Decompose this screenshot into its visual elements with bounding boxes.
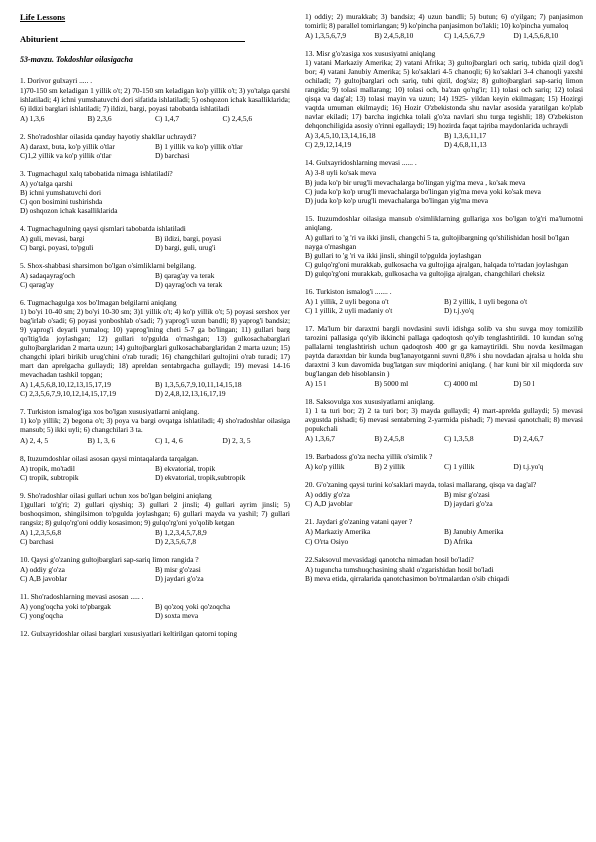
question-text: 14. Gulxayridoshlarning mevasi ...... . <box>305 158 417 168</box>
answer-options <box>20 602 290 620</box>
answer-option[interactable]: D) qayrag'och va terak <box>155 280 223 290</box>
answer-options <box>20 528 290 546</box>
answer-option[interactable]: B) 1, 3, 6 <box>87 435 116 445</box>
answer-options <box>305 565 583 583</box>
question-block <box>305 480 583 508</box>
question-text: 4. Tugmachagulning qaysi qismlari tabobatda ishlatiladi <box>20 223 186 233</box>
answer-option[interactable]: C) juda ko'p ko'p urug'li mevachalarga bo'lingan yig'ma meva yoki ko'sak meva <box>305 186 541 196</box>
answer-option[interactable]: A) 1,3,6 <box>20 113 45 123</box>
question-block <box>20 169 290 215</box>
question-block <box>20 76 290 122</box>
question-block <box>305 324 583 388</box>
answer-option[interactable]: C) qarag'ay <box>20 280 54 290</box>
question-text: 13. Misr g'o'zasiga xos xususiyatni aniqlang <box>305 49 436 59</box>
question-body: 1)gullari to'g'ri; 2) gullari qiyshiq; 3) gullari 2 jinsli; 4) gullari ayrim jinsli; 5) boshoqsimon, shingilsimon to'pgulda joylashgan; 6) gullari mayda va yashil; 7) gullari rangsiz; 8) gulqo'rg'oni oddiy kosasimon; 9) gulqo'rg'oni yo'qolib ketgan <box>20 499 290 527</box>
question-block <box>305 397 583 443</box>
answer-option[interactable]: C) A,B javoblar <box>20 573 68 583</box>
answer-option[interactable]: B) gullari to 'g 'ri va ikki jinsli, shingil to'pgulda joylashgan <box>305 250 482 260</box>
answer-option[interactable]: A) 1,2,3,5,6,8 <box>20 527 62 537</box>
question-block <box>20 592 290 620</box>
answer-option[interactable]: C) 1 yillik, 2 uyli madaniy o't <box>305 305 393 315</box>
answer-option[interactable]: D) 2,3,5,6,7,8 <box>155 536 197 546</box>
question-block <box>305 158 583 204</box>
abiturient-label: Abiturient <box>20 34 59 45</box>
answer-options <box>305 434 583 443</box>
answer-option[interactable]: A) yong'oqcha yoki to'pbargak <box>20 601 111 611</box>
answer-options <box>20 565 290 583</box>
answer-options <box>20 436 290 445</box>
answer-option[interactable]: B) qo'zoq yoki qo'zoqcha <box>155 601 231 611</box>
answer-option[interactable]: C) 1 yillik <box>444 462 475 472</box>
question-text: 20. G'o'zaning qaysi turini ko'saklari mayda, tolasi mallarang, qisqa va dag'al? <box>305 480 537 490</box>
question-body: 1) vatani Markaziy Amerika; 2) vatani Afrika; 3) gultojbarglari och sariq, tubida qizil dog'i bor; 4) vatani Janubiy Amerika; 5) ko'saklari 4-5 chanoqli; 6) ko'saklari 3-4 chanoqli yaxshi ochiladi; 7) gultojbarglari och sariq, tubi qizil, dog'siz; 8) gultojbarglari sap-sariq limon rangida; 9) tolasi mallarang; 10) tolasi och, ba'zan qo'ng'ir; 11) tolasi och sariq; 12) tolasi qisqa va dag'al; 13) tolasi mayin va uzun; 14) 1925- yildan keyin ekilmagan; 15) Hozirgi vaqtda umuman ekilmaydi; 16) Hozir O'zbekistonda shu navlar asosida yaratilgan ko'plab navlar ekiladi; 17) barcha ingichka tolali g'o'za navlari shu turga tegishli; 18) O'zbekiston dehqonchiligida asosiy o'rinni egallaydi; 19) hozirda faqat tajriba maydonlarida uchraydi <box>305 58 583 131</box>
answer-option[interactable]: D) 2,4,6,7 <box>513 434 544 444</box>
answer-options <box>305 379 583 388</box>
question-block <box>20 629 290 638</box>
answer-option[interactable]: C)1,2 yillik va ko'p yillik o'tlar <box>20 150 112 160</box>
answer-option[interactable]: C) 2,9,12,14,19 <box>305 140 352 150</box>
answer-option[interactable]: C) 1, 4, 6 <box>155 435 183 445</box>
question-text: 2. Sho'radoshlar oilasida qanday hayotiy shakllar uchraydi? <box>20 131 196 141</box>
answer-option[interactable]: D) barchasi <box>155 150 190 160</box>
answer-option[interactable]: C) 1,4,5,6,7,9 <box>444 31 485 41</box>
answer-option[interactable]: A) 3-8 uyli ko'sak meva <box>305 168 377 178</box>
answer-option[interactable]: C) O'rta Osiyo <box>305 536 349 546</box>
question-block <box>305 49 583 149</box>
answer-option[interactable]: D) 2, 3, 5 <box>222 435 251 445</box>
answer-option[interactable]: B) misr g'o'zasi <box>444 490 490 500</box>
answer-option[interactable]: D) 50 l <box>513 379 535 389</box>
answer-option[interactable]: A) daraxt, buta, ko'p yillik o'tlar <box>20 141 115 151</box>
question-text: 16. Turkiston ismalog'i ....... . <box>305 286 392 296</box>
answer-option[interactable]: B) Janubiy Amerika <box>444 527 504 537</box>
answer-option[interactable]: D) gulqo'rg'oni murakkab, gulkosacha va gultojiga ajralgan, changchilari cheksiz <box>305 268 545 278</box>
answer-option[interactable]: A) tugunchа tumshuqchasining shakl o'zgarishidan hosil bo'ladi <box>305 564 494 574</box>
answer-options <box>20 234 290 252</box>
topic-heading: 53-mavzu. Tokdoshlar oilasigacha <box>20 54 133 64</box>
answer-option[interactable]: A) oddiy g'o'za <box>20 564 65 574</box>
question-block <box>20 555 290 583</box>
question-body: 1) oddiy; 2) murakkab; 3) bandsiz; 4) uzun bandli; 5) butun; 6) o'yilgan; 7) panjasimon tomirli; 8) parallel tomirlangan; 9) ko'pincha panjasimon bo'lakli; 10) ko'pincha yumaloq <box>305 12 583 31</box>
answer-option[interactable]: D) juda ko'p ko'p urug'li mevachalarga bo'lingan yig'ma meva <box>305 195 489 205</box>
question-block <box>20 491 290 546</box>
question-text: 5. Shox-shabbasi sharsimon bo'lgan o'simliklarni belgilang. <box>20 260 197 270</box>
answer-option[interactable]: B) 2 yillik, 1 uyli begona o't <box>444 296 528 306</box>
answer-option[interactable]: B) qarag'ay va terak <box>155 271 215 280</box>
answer-option[interactable]: B) 2,4,5,8,10 <box>374 31 414 41</box>
answer-option[interactable]: C) gulqo'rg'oni murakkab, gulkosacha va gultojiga ajralgan, halqada to'rtadan joylashgan <box>305 259 569 269</box>
answer-option[interactable]: D) jaydari g'o'za <box>444 499 493 509</box>
document-title: Life Lessons <box>20 12 66 22</box>
answer-option[interactable]: D) soxta meva <box>155 610 199 620</box>
answer-option[interactable]: D) t.j.yo'q <box>513 462 544 472</box>
answer-options <box>305 233 583 278</box>
question-text: 6. Tugmachagulga xos bo'lmagan belgilarni aniqlang <box>20 298 177 308</box>
question-text: 8, Ituzumdoshlar oilasi asosan qaysi mintaqalarda tarqalgan. <box>20 453 199 463</box>
question-text: 3. Tugmachagul xalq tabobatida nimaga ishlatiladi? <box>20 168 173 178</box>
answer-option[interactable]: B) 1 yillik va ko'p yillik o'tlar <box>155 141 243 151</box>
answer-option[interactable]: D) ekvatorial, tropik,subtropik <box>155 472 246 482</box>
abiturient-blank <box>60 41 245 42</box>
answer-option[interactable]: D) jaydari g'o'za <box>155 573 204 583</box>
answer-option[interactable]: C) yong'oqcha <box>20 610 63 620</box>
answer-option[interactable]: D) 2,4,8,12,13,16,17,19 <box>155 389 226 399</box>
answer-option[interactable]: B) meva etida, qirralarida qanotchasimon bo'rtmalardan o'sib chiqadi <box>305 573 510 583</box>
answer-option[interactable]: A) guli, mevasi, bargi <box>20 233 85 243</box>
question-block <box>20 454 290 482</box>
answer-option[interactable]: B) ichni yumshatuvchi dori <box>20 187 102 197</box>
answer-option[interactable]: A) 15 l <box>305 379 326 389</box>
answer-options <box>305 297 583 315</box>
question-text: 18. Saksovulga xos xususiyatlarni aniqlang. <box>305 397 435 407</box>
answer-option[interactable]: A) Markaziy Amerika <box>305 527 371 537</box>
answer-option[interactable]: A) gullari to 'g 'ri va ikki jinsli, changchi 5 ta, gultojibargning qo'shilishidan hosil bo'lgan nayga o'rnashgan <box>305 232 570 251</box>
answer-option[interactable]: B) 5000 ml <box>374 379 409 389</box>
answer-option[interactable]: C) 1,4,7 <box>155 113 180 123</box>
answer-options <box>305 131 583 149</box>
answer-options <box>305 168 583 204</box>
answer-option[interactable]: A) 1 yillik, 2 uyli begona o't <box>305 296 389 306</box>
answer-options <box>305 490 583 508</box>
answer-option[interactable]: B) 1,3,5,6,7,9,10,11,14,15,18 <box>155 380 242 390</box>
answer-option[interactable]: B) 1,3,6,11,17 <box>444 131 487 141</box>
answer-option[interactable]: D) Afrika <box>444 536 473 546</box>
question-block <box>20 407 290 444</box>
right-column <box>305 12 583 592</box>
answer-option[interactable]: C) tropik, subtropik <box>20 472 79 482</box>
question-text: 10. Qaysi g'o'zaning gultojbarglari sap-sariq limon rangida ? <box>20 554 199 564</box>
answer-options <box>305 31 583 40</box>
answer-option[interactable]: D) bargi, guli, urug'i <box>155 242 216 252</box>
answer-option[interactable]: D) 1,4,5,6,8,10 <box>513 31 559 41</box>
question-block <box>20 224 290 252</box>
answer-options <box>20 464 290 482</box>
answer-option[interactable]: A) 1,3,5,6,7,9 <box>305 31 347 41</box>
answer-option[interactable]: C) qon bosimini tushirishda <box>20 196 103 206</box>
answer-options <box>305 462 583 471</box>
answer-options <box>20 142 290 160</box>
question-text: 17. Ma'lum bir daraxtni bargli novdasini suvli idishga solib va shu suvga moy tomizilib tarozini pallasiga qo'yib ikkinchi pallaga qadoqtosh qo'yib tenglashtirildi. 10 kundan so'ng pallalarni tenglashtirish uchun qadoqtosh 400 gr ga kamaytirildi. Shu novda kesilmagan paytda daraxtdan bir kunda bug'lanayotganni suvni 0,8% i shu novdadan ajralsa u holda shu daraxtni 3 kun davomida bug'latgan suv miqdorini aniqlang. ( har kuni bir xil miqdorda suv bug'langan deb hisoblansin ) <box>305 323 583 379</box>
question-block <box>305 214 583 278</box>
answer-option[interactable]: B) 2 yillik <box>374 462 405 472</box>
answer-option[interactable]: B) 1,2,3,4,5,7,8,9 <box>155 527 207 537</box>
left-column <box>20 12 290 647</box>
answer-option[interactable]: D) oshqozon ichak kasalliklarida <box>20 205 118 215</box>
question-body: 1) 1 ta turi bor; 2) 2 ta turi bor; 3) mayda gullaydi; 4) mart-aprelda gullaydi; 5) mevasi avgustda pishadi; 6) mevasi sentabrning 2-yarmida pishadi; 7) mevasi qanotchali; 8) mevasi popukchali <box>305 406 583 434</box>
answer-options <box>20 271 290 289</box>
answer-option[interactable]: A) sadaqayrag'och <box>20 271 75 280</box>
answer-option[interactable]: A) yo'talga qarshi <box>20 178 73 188</box>
answer-option[interactable]: B) 2,4,5,8 <box>374 434 405 444</box>
question-text: 11. Sho'radoshlarning mevasi asosan ..... . <box>20 591 144 601</box>
answer-option[interactable]: A) oddiy g'o'za <box>305 490 350 500</box>
abiturient-line <box>20 34 290 44</box>
question-text: 19. Barbadoss g'o'za necha yillik o'simlik ? <box>305 452 433 462</box>
answer-option[interactable]: A) 2, 4, 5 <box>20 435 49 445</box>
answer-option[interactable]: A) tropik, mo'tadil <box>20 463 75 473</box>
answer-option[interactable]: A) 3,4,5,10,13,14,16,18 <box>305 131 376 141</box>
answer-option[interactable]: C) A,D javoblar <box>305 499 353 509</box>
answer-option[interactable]: A) 1,4,5,6,8,10,12,13,15,17,19 <box>20 380 111 390</box>
question-body: 1) bo'yi 10-40 sm; 2) bo'yi 10-30 sm; 3)1 yillik o't; 4) ko'p yillik o't; 5) poyasi sershox yer bag'irlab o'sadi; 6) poyasi yonboshlab o'sadi; 7) yaprog'i uzun bandli; 8) yaprog'i bandsiz; 9) yaprog'i deyarli yumaloq; 10) yaprog'ining cheti 5-7 ga bo'lingan; 11) gullari barg qo'ltig'ida joylashgan; 12) gullari to'pgulda o'rnashgan; 13) gulkosachabarglari gultojbarglaridan 2 marta uzun; 14) gultojbarglari gulkosachabarglaridan 2 marta uzun; 15) changchi iplari birikib urug'chini o'rab turadi; 16) changchilari gultojini o'rab turadi; 17) mart dan aprelgacha gullaydi; 18) apreldan sentabrgacha gullaydi; 19) mevasi 14-16 mevachadan tashkil topgan; <box>20 307 290 380</box>
question-body: 1) ko'p yillik; 2) begona o't; 3) poya va bargi ovqatga ishlatiladi; 4) sho'radoshlar oilasiga mansub; 5) ikki uyli; 6) changchilari 3 ta. <box>20 416 290 435</box>
question-block <box>20 298 290 398</box>
question-text: 9. Sho'radoshlar oilasi gullari uchun xos bo'lgan belgini aniqlang <box>20 490 212 500</box>
answer-option[interactable]: B) ekvatorial, tropik <box>155 463 216 473</box>
answer-option[interactable]: C) bargi, poyasi, to'pguli <box>20 242 94 252</box>
answer-option[interactable]: A) ko'p yillik <box>305 462 345 472</box>
answer-options <box>20 114 290 123</box>
question-text: 7. Turkiston ismalog'iga xos bo'lgan xususiyatlarni aniqlang. <box>20 407 200 417</box>
question-body: 1)70-150 sm keladigan 1 yillik o't; 2) 70-150 sm keladigan ko'p yillik o't; 3) yo'talga qarshi ishlatiladi; 4) ichni yumshatuvchi dori sifatida ishlatiladi; 5) oshqozon ichak kasalliklarida; 6) ildizi barglari ishlatiladi; 7) ildizi, bargi, poyasi tabobatda ishlatiladi <box>20 85 290 113</box>
answer-option[interactable]: C) 2,3,5,6,7,9,10,12,14,15,17,19 <box>20 389 117 399</box>
question-block <box>20 132 290 160</box>
question-text: 22.Saksovul mevasidagi qanotcha nimadan hosil bo'ladi? <box>305 554 474 564</box>
answer-option[interactable]: B) misr g'o'zasi <box>155 564 201 574</box>
answer-option[interactable]: C) 2,4,5,6 <box>222 113 253 123</box>
question-block <box>305 287 583 315</box>
question-text: 1. Dorivor gulxayri ..... . <box>20 76 93 86</box>
question-block <box>305 452 583 471</box>
answer-options <box>20 179 290 215</box>
question-block <box>305 12 583 40</box>
answer-options <box>305 527 583 545</box>
answer-option[interactable]: C) 4000 ml <box>444 379 478 389</box>
question-text: 21. Jaydari g'o'zaning vatani qayer ? <box>305 517 413 527</box>
answer-option[interactable]: A) 1,3,6,7 <box>305 434 335 444</box>
question-block <box>305 555 583 583</box>
answer-option[interactable]: C) barchasi <box>20 536 54 546</box>
question-block <box>305 517 583 545</box>
answer-option[interactable]: D) t.j.yo'q <box>444 305 474 315</box>
question-block <box>20 261 290 289</box>
answer-option[interactable]: C) 1,3,5,8 <box>444 434 474 444</box>
answer-options <box>20 380 290 398</box>
answer-option[interactable]: B) 2,3,6 <box>87 113 112 123</box>
question-text: 12. Gulxayridoshlar oilasi barglari xususiyatlari keltirilgan qatorni toping <box>20 629 238 638</box>
answer-option[interactable]: D) 4,6,8,11,13 <box>444 140 487 150</box>
answer-option[interactable]: B) juda ko'p bir urug'li mevachalarga bo'lingan yig'ma meva , ko'sak meva <box>305 177 526 187</box>
question-text: 15. Ituzumdoshlar oilasiga mansub o'simliklarning gullariga xos bo'lgan to'g'ri ma'lumotni aniqlang. <box>305 213 583 232</box>
answer-option[interactable]: B) ildizi, bargi, poyasi <box>155 233 222 243</box>
